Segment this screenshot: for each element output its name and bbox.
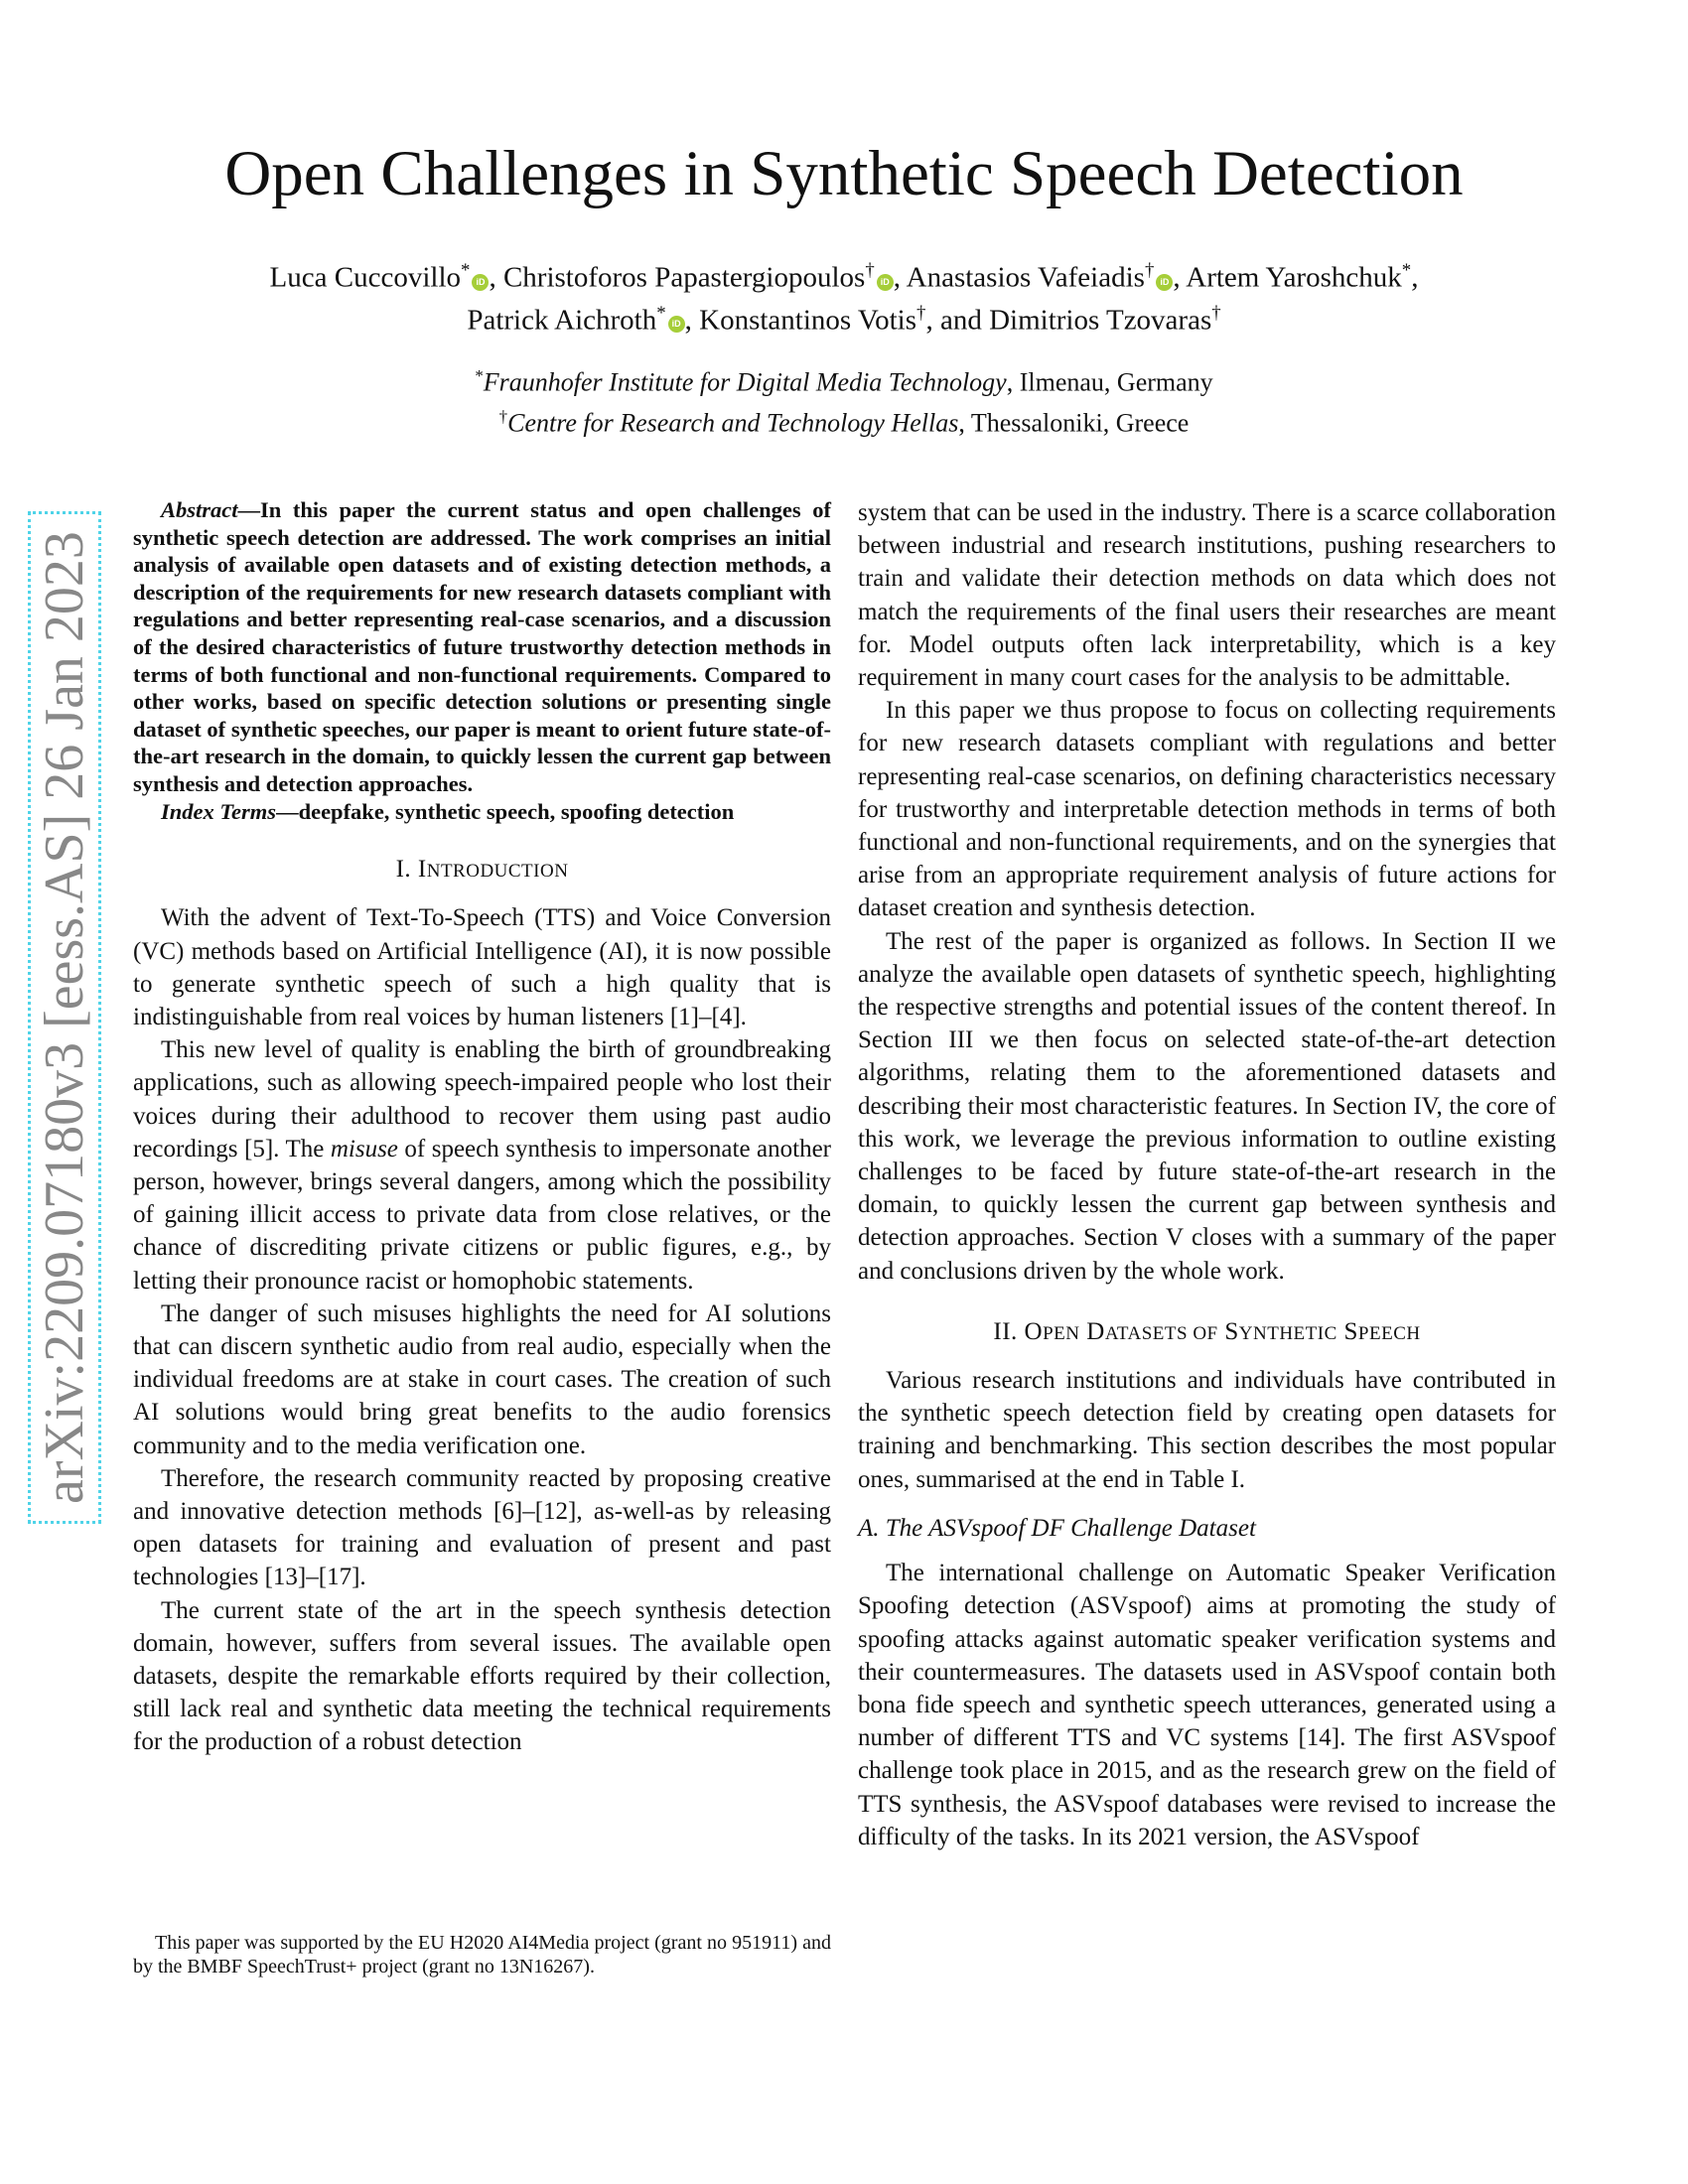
paragraph: The rest of the paper is organized as follows. In Section II we analyze the available open datasets of synthetic speech, highlighting the respective strengths and potential issues of the content thereof. In Section III we then focus on selected state-of-the-art detection algorithms, relating them to the aforementioned datasets and describing their most characteristic features. In Section IV, the core of this work, we leverage the previous information to outline existing challenges to be faced by future state-of-the-art research in the domain, to quickly lessen the current gap between synthesis and detection approaches. Section V closes with a summary of the paper and conclusions driven by the whole work. [858,927,1556,1285]
arxiv-stamp[interactable]: arXiv:2209.07180v3 [eess.AS] 26 Jan 2023 [28,511,101,1524]
affiliation-location: , Ilmenau, Germany [1006,367,1213,397]
paragraph: Various research institutions and individuals have contributed in the synthetic speech detection field by creating open datasets for training and benchmarking. This section describes the most popular ones, summarised at the end in Table I. [858,1367,1556,1493]
affiliation-mark: * [656,302,666,324]
author-name: Luca Cuccovillo [269,261,462,294]
author-name: Anastasios Vafeiadis [906,261,1145,294]
affiliation-1: *Fraunhofer Institute for Digital Media Technology, Ilmenau, Germany [475,366,1213,397]
subsection-heading-asvspoof: A. The ASVspoof DF Challenge Dataset [858,1514,1256,1542]
orcid-icon[interactable]: iD [668,316,685,333]
index-terms-lead: Index Terms [161,798,277,824]
orcid-icon[interactable]: iD [1156,274,1173,291]
abstract [133,496,831,798]
paragraph: The current state of the art in the speech synthesis detection domain, however, suffers from several issues. The available open datasets, despite the remarkable efforts required by their collection, still lack real and synthetic data meeting the technical requirements for the production of a robust detection [133,1596,831,1756]
affiliation-2: †Centre for Research and Technology Hellas, Thessaloniki, Greece [498,406,1190,438]
affiliation-mark: * [461,260,471,281]
right-column [858,496,1556,1853]
author-line-2: Patrick Aichroth*iD , Konstantinos Votis†, and Dimitrios Tzovaras† [467,302,1221,337]
author-name: Dimitrios Tzovaras [989,304,1212,337]
affiliation-mark: † [916,302,926,324]
affiliation-location: , Thessaloniki, Greece [958,408,1190,438]
paragraph: The international challenge on Automatic Speaker Verification Spoofing detection (ASVspoof) aims at promoting the study of spoofing attacks against automatic speaker verification systems and their countermeasures. The datasets used in ASVspoof contain both bona fide speech and synthetic speech utterances, generated using a number of different TTS and VC systems [14]. The first ASVspoof challenge took place in 2015, and as the research grew on the field of TTS synthesis, the ASVspoof databases were revised to increase the difficulty of the tasks. In its 2021 version, the ASVspoof [858,1560,1556,1850]
affiliation-mark: * [1401,260,1412,281]
author-name: Patrick Aichroth [467,304,657,337]
index-terms-text: —deepfake, synthetic speech, spoofing detection [276,798,735,824]
affiliation-institution: Centre for Research and Technology Hellas [507,408,959,438]
paragraph: With the advent of Text-To-Speech (TTS) and Voice Conversion (VC) methods based on Artificial Intelligence (AI), it is now possible to generate synthetic speech of such a high quality that is indistinguishable from real voices by human listeners [1]–[4]. [133,904,831,1030]
affiliation-list [0,359,1688,440]
section-heading-open-datasets: II. OPEN DATASETS OF SYNTHETIC SPEECH [993,1317,1421,1345]
abstract-text: —In this paper the current status and open challenges of synthetic speech detection are addressed. The work comprises an initial analysis of available open datasets and of existing detection methods, a description of the requirements for new research datasets compliant with regulations and better representing real-case scenarios, and a discussion of the desired characteristics of future trustworthy detection methods in terms of both functional and non-functional requirements. Compared to other works, based on specific detection solutions or presenting single dataset of synthetic speeches, our paper is meant to orient future state-of-the-art research in the domain, to quickly lessen the current gap between synthesis and detection approaches. [133,497,831,796]
index-terms [133,798,831,826]
author-list [0,253,1688,338]
author-name: Konstantinos Votis [699,304,917,337]
orcid-icon[interactable]: iD [472,274,489,291]
paragraph: The danger of such misuses highlights the need for AI solutions that can discern synthetic audio from real audio, especially when the individual freedoms are at stake in court cases. The creation of such AI solutions would bring great benefits to the audio forensics community and to the media verification one. [133,1299,831,1459]
author-line-1: Luca Cuccovillo*iD , Christoforos Papastergiopoulos†iD , Anastasios Vafeiadis†iD , Artem Yaroshchuk*, [269,260,1419,294]
paragraph: This new level of quality is enabling the birth of groundbreaking applications, such as allowing speech-impaired people who lost their voices during their adulthood to recover them using past audio recordings [5]. The misuse of speech synthesis to impersonate another person, however, brings several dangers, among which the possibility of gaining illicit access to private data from close relatives, or the chance of discrediting private citizens or public figures, e.g., by letting their pronounce racist or homophobic statements. [133,1036,832,1295]
paragraph: In this paper we thus propose to focus on collecting requirements for new research datasets compliant with regulations and better representing real-case scenarios, on defining characteristics necessary for trustworthy and interpretable detection methods in terms of both functional and non-functional requirements, and on the synergies that arise from an appropriate requirement analysis of future actions for dataset creation and synthesis detection. [858,697,1556,922]
affiliation-mark: † [865,260,875,281]
section-heading-introduction: I. INTRODUCTION [395,856,569,884]
paper-title: Open Challenges in Synthetic Speech Detection [224,138,1464,209]
author-name: Artem Yaroshchuk [1186,261,1402,294]
affiliation-mark: † [1211,302,1221,324]
footnote: This paper was supported by the EU H2020 AI4Media project (grant no 951911) and by the BMBF SpeechTrust+ project (grant no 13N16267). [133,1932,831,1978]
affiliation-mark: † [1144,260,1155,281]
left-column [133,496,831,1759]
author-name: Christoforos Papastergiopoulos [502,261,866,294]
orcid-icon[interactable]: iD [877,274,894,291]
paragraph: system that can be used in the industry. There is a scarce collaboration between industrial and research institutions, pushing researchers to train and validate their detection methods on data which does not match the requirements of the final users their researches are meant for. Model outputs often lack interpretability, which is a key requirement in many court cases for the analysis to be admittable. [858,499,1556,692]
abstract-lead: Abstract [161,497,238,522]
paragraph: Therefore, the research community reacted by proposing creative and innovative detection methods [6]–[12], as-well-as by releasing open datasets for training and evaluation of present and past technologies [13]–[17]. [133,1464,831,1591]
affiliation-institution: Fraunhofer Institute for Digital Media Technology [483,367,1007,397]
